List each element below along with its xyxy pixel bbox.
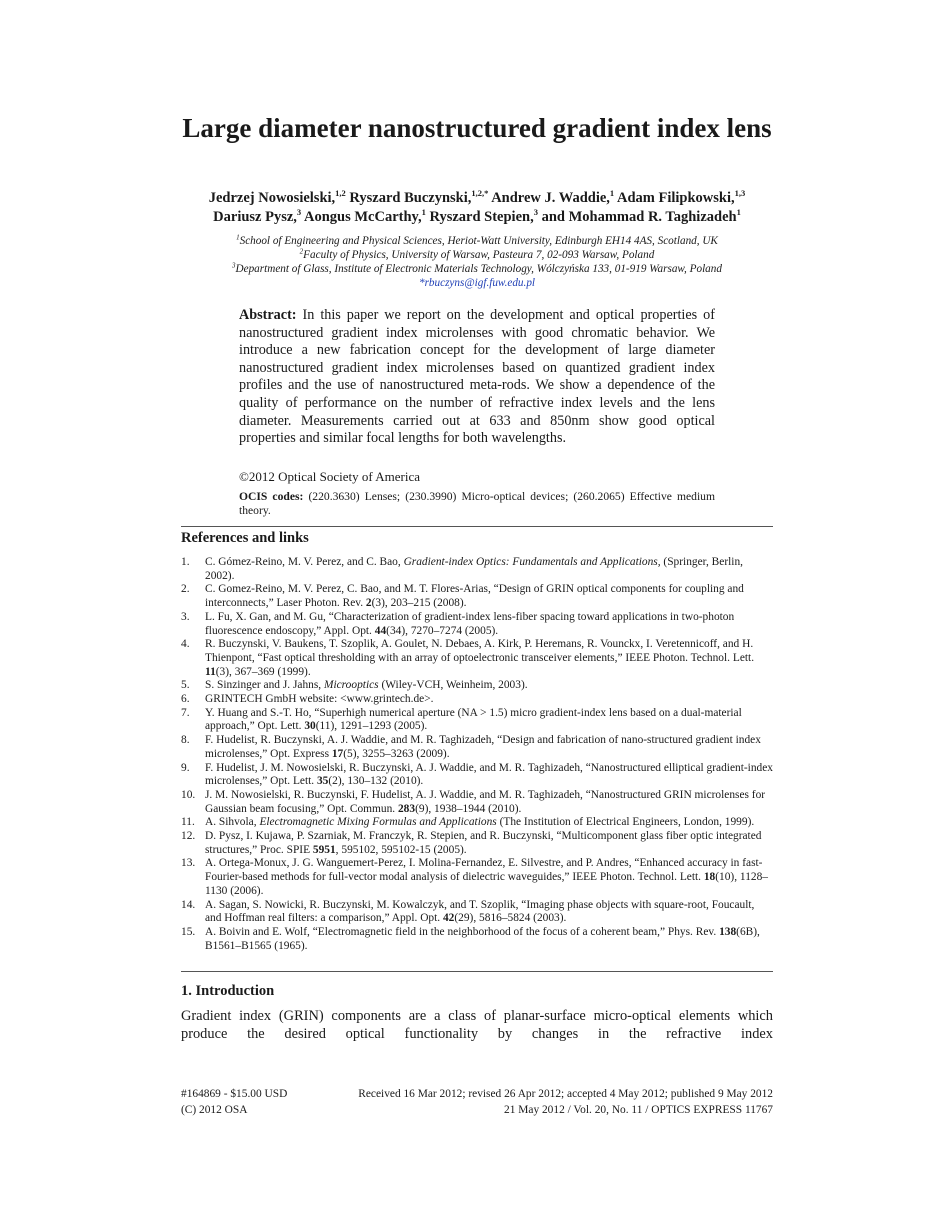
reference-list bbox=[181, 556, 773, 953]
author: Adam Filipkowski,$^{1,3}$ bbox=[617, 188, 746, 206]
author-list bbox=[171, 189, 783, 227]
ref-15-volume: 138 bbox=[719, 925, 737, 938]
footer-copyright: (C) 2012 OSA bbox=[181, 1104, 248, 1116]
abstract-text: In this paper we report on the development and optical properties of nanostructured gradient index microlenses with good chromatic behavior. We introduce a new fabrication concept for the development of large diameter nanostructured gradient index microlenses based on quantized gradient index profiles and the use of nanostructured meta-rods. We show a dependence of the quality of performance on the number of refractive index levels and the lens diameter. Measurements carried out at 633 and 850nm show good optical properties and similar focal lengths for both wavelengths. bbox=[239, 307, 715, 447]
footer-dates: Received 16 Mar 2012; revised 26 Apr 2012; accepted 4 May 2012; published 9 May 2012 bbox=[358, 1088, 773, 1100]
section-divider bbox=[181, 971, 773, 972]
section-divider bbox=[181, 526, 773, 527]
paper-title: Large diameter nanostructured gradient index lens bbox=[182, 113, 772, 143]
copyright-notice: ©2012 Optical Society of America bbox=[239, 469, 420, 484]
reference-item: 13. A. Ortega-Monux, J. G. Wanguemert-Perez, I. Molina-Fernandez, E. Silvestre, and P. Andres, “Enhanced accuracy in fast-Fourier-based methods for full-vector modal analysis of dielectric waveguides,” IEEE Photon. Technol. Lett. 18(10), 1128–1130 (2006). bbox=[181, 857, 768, 897]
ocis-text: (220.3630) Lenses; (230.3990) Micro-optical devices; (260.2065) Effective medium theory. bbox=[239, 490, 715, 517]
ocis-codes bbox=[239, 490, 715, 518]
author: Ryszard Stepien,$^3$ bbox=[429, 207, 538, 225]
reference-item: 9. F. Hudelist, J. M. Nowosielski, R. Buczynski, A. J. Waddie, and M. R. Taghizadeh, “Nanostructured elliptical gradient-index microlenses,” Opt. Lett. 35(2), 130–132 (2010). bbox=[181, 761, 773, 788]
affiliation: $^3$Department of Glass, Institute of Electronic Materials Technology, Wólczyńska 133, 01-919 Warsaw, Poland bbox=[232, 261, 722, 275]
reference-item: 12. D. Pysz, I. Kujawa, P. Szarniak, M. Franczyk, R. Stepien, and R. Buczynski, “Multicomponent glass fiber optic integrated structures,” Proc. SPIE 5951, 595102, 595102-15 (2005). bbox=[181, 830, 762, 856]
author: Jedrzej Nowosielski,$^{1,2}$ bbox=[208, 188, 346, 206]
reference-item: 8. F. Hudelist, R. Buczynski, A. J. Waddie, and M. R. Taghizadeh, “Design and fabrication of nano-structured gradient index microlenses,” Opt. Express 17(5), 3255–3263 (2009). bbox=[181, 734, 761, 760]
reference-item: 15. A. Boivin and E. Wolf, “Electromagnetic field in the neighborhood of the focus of a coherent beam,” Phys. Rev. 138(6B), B1561–B1565 (1965). bbox=[181, 925, 760, 952]
footer-journal-citation: 21 May 2012 / Vol. 20, No. 11 / OPTICS EXPRESS 11767 bbox=[504, 1104, 773, 1116]
reference-item: 3. L. Fu, X. Gan, and M. Gu, “Characterization of gradient-index lens-fiber spacing toward applications in two-photon fluorescence endoscopy,” Appl. Opt. 44(34), 7270–7274 (2005). bbox=[181, 610, 735, 637]
abstract-label: Abstract: bbox=[239, 307, 297, 323]
reference-item: 1. C. Gómez-Reino, M. V. Perez, and C. Bao, Gradient-index Optics: Fundamentals and Applications, (Springer, Berlin, 2002). bbox=[181, 556, 744, 582]
ocis-label: OCIS codes: bbox=[239, 490, 304, 503]
introduction-text: Gradient index (GRIN) components are a class of planar-surface micro-optical elements which produce the desired optical functionality by changes in the refractive index bbox=[181, 1008, 773, 1042]
author: Dariusz Pysz,$^3$ bbox=[213, 207, 302, 225]
corresponding-email-link[interactable]: *rbuczyns@igf.fuw.edu.pl bbox=[418, 277, 536, 289]
references-heading: References and links bbox=[181, 530, 309, 546]
reference-item: 2. C. Gomez-Reino, M. V. Perez, C. Bao, and M. T. Flores-Arias, “Design of GRIN optical components for coupling and interconnects,” Laser Photon. Rev. 2(3), 203–215 (2008). bbox=[181, 583, 744, 610]
author: Ryszard Buczynski,$^{1,2,*}$ bbox=[349, 188, 489, 206]
abstract bbox=[239, 307, 715, 448]
author: Aongus McCarthy,$^1$ bbox=[304, 207, 426, 225]
reference-item: 7. Y. Huang and S.-T. Ho, “Superhigh numerical aperture (NA > 1.5) micro gradient-index lens based on a dual-material approach,” Opt. Lett. 30(11), 1291–1293 (2005). bbox=[181, 706, 742, 733]
reference-item: 11. A. Sihvola, Electromagnetic Mixing Formulas and Applications (The Institution of Electrical Engineers, London, 1999). bbox=[181, 816, 755, 829]
author: and Mohammad R. Taghizadeh$^1$ bbox=[541, 207, 741, 225]
author: Andrew J. Waddie,$^1$ bbox=[491, 188, 615, 206]
reference-item: 10. J. M. Nowosielski, R. Buczynski, F. Hudelist, A. J. Waddie, and M. R. Taghizadeh, “Nanostructured GRIN microlenses for Gaussian beam focusing,” Opt. Commun. 283(9), 1938–1944 (2010). bbox=[181, 788, 766, 815]
introduction-heading: 1. Introduction bbox=[181, 983, 275, 999]
affiliation: $^2$Faculty of Physics, University of Warsaw, Pasteura 7, 02-093 Warsaw, Poland bbox=[299, 247, 655, 261]
reference-item: 4. R. Buczynski, V. Baukens, T. Szoplik, A. Goulet, N. Debaes, A. Kirk, P. Heremans, R. Vounckx, I. Veretennicoff, and H. Thienpont, “Fast optical thresholding with an array of optoelectronic transceiver elements,” IEEE Photon. Technol. Lett. 11(3), 367–369 (1999). bbox=[181, 638, 755, 678]
footer-manuscript-id: #164869 - $15.00 USD bbox=[181, 1088, 288, 1100]
affiliation: $^1$School of Engineering and Physical Sciences, Heriot-Watt University, Edinburgh EH14 4AS, Scotland, UK bbox=[236, 233, 718, 247]
reference-item: 6. GRINTECH GmbH website: <www.grintech.de>. bbox=[181, 693, 434, 706]
affiliations bbox=[171, 234, 783, 290]
reference-item: 5. S. Sinzinger and J. Jahns, Microoptics (Wiley-VCH, Weinheim, 2003). bbox=[181, 679, 528, 692]
reference-item: 14. A. Sagan, S. Nowicki, R. Buczynski, M. Kowalczyk, and T. Szoplik, “Imaging phase objects with square-root, Foucault, and Hoffman real filters: a comparison,” Appl. Opt. 42(29), 5816–5824 (2003). bbox=[181, 898, 755, 925]
